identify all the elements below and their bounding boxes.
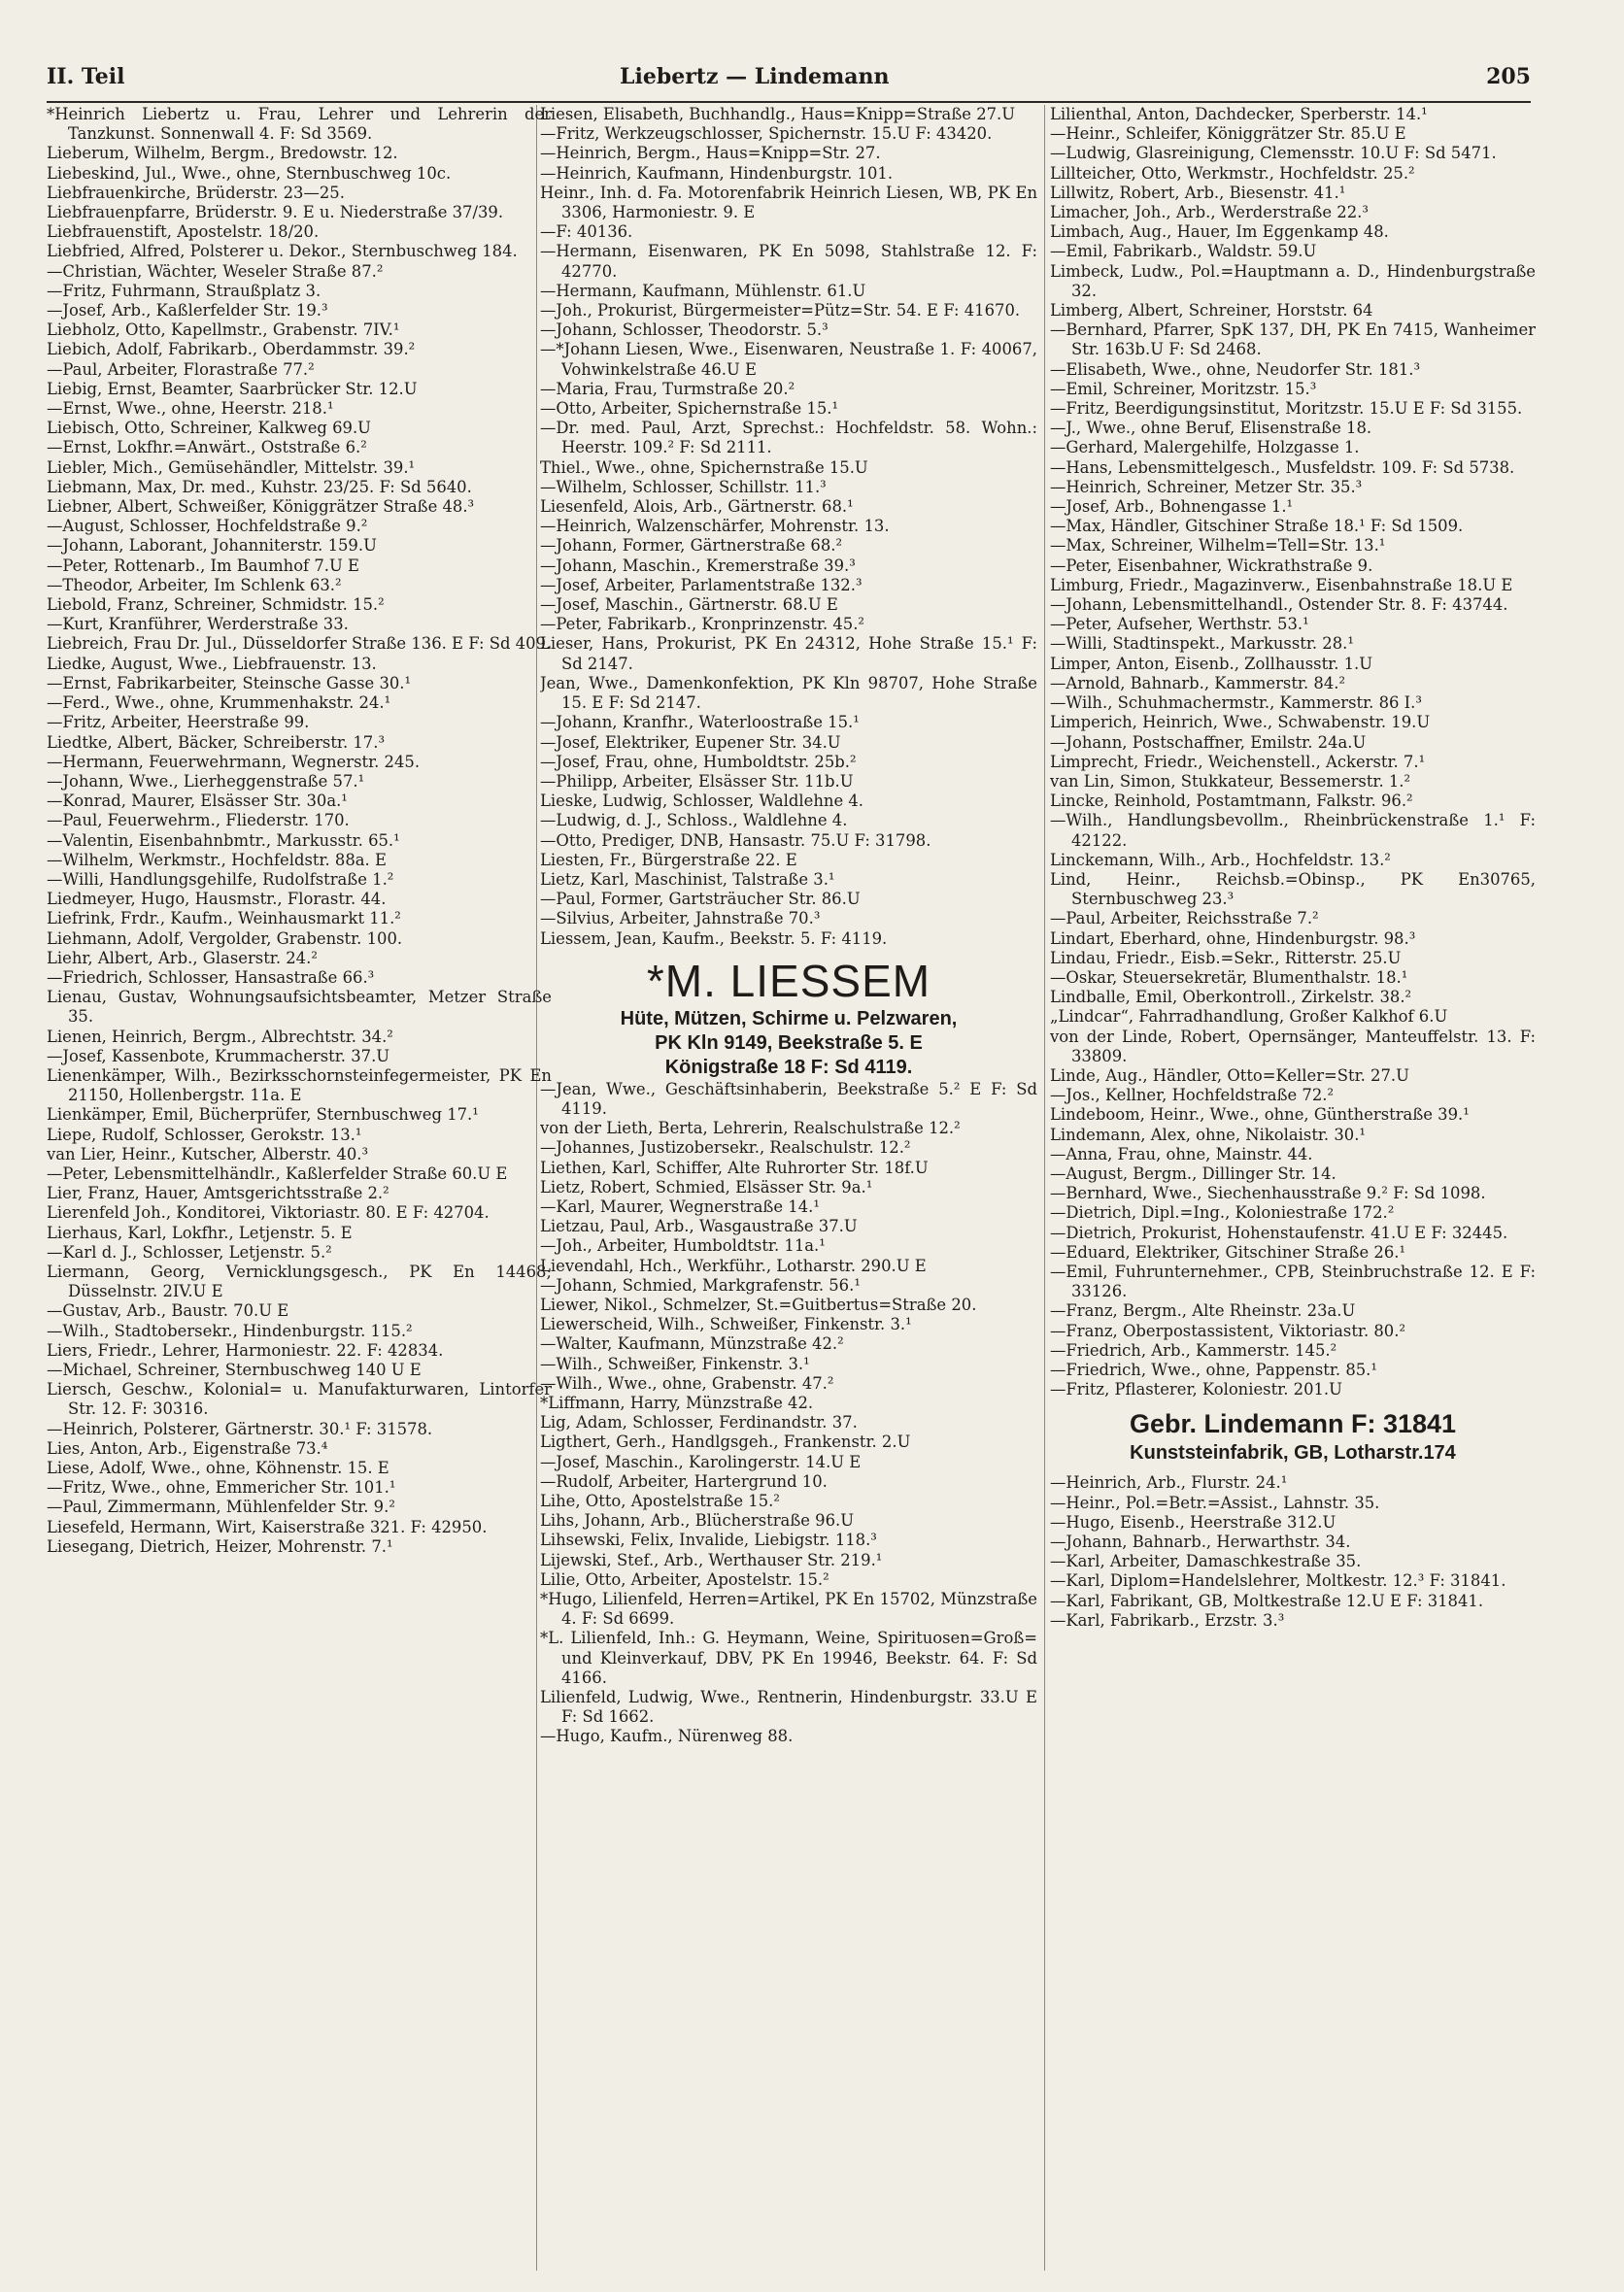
directory-entry: von der Linde, Robert, Opernsänger, Manteuffelstr. 13. F: 33809. (1050, 1027, 1536, 1065)
directory-entry: Liebreich, Frau Dr. Jul., Düsseldorfer Straße 136. E F: Sd 409. (47, 634, 552, 654)
header-rule (47, 101, 1531, 103)
directory-entry: —Bernhard, Wwe., Siechenhausstraße 9.² F: Sd 1098. (1050, 1184, 1486, 1203)
directory-entry: —Johann, Kranfhr., Waterloostraße 15.¹ (540, 713, 860, 732)
directory-entry: —Hermann, Kaufmann, Mühlenstr. 61.U (540, 281, 866, 300)
directory-entry: —Josef, Kassenbote, Krummacherstr. 37.U (47, 1046, 390, 1065)
directory-entry: —Gerhard, Malergehilfe, Holzgasse 1. (1050, 438, 1360, 457)
directory-entry: —Heinr., Schleifer, Königgrätzer Str. 85.U E (1050, 124, 1406, 144)
directory-entry: Lilie, Otto, Arbeiter, Apostelstr. 15.² (540, 1569, 829, 1589)
directory-entry: Lillwitz, Robert, Arb., Biesenstr. 41.¹ (1050, 183, 1346, 202)
directory-entry: —Franz, Oberpostassistent, Viktoriastr. 80.² (1050, 1321, 1406, 1340)
directory-entry: Lievendahl, Hch., Werkführ., Lotharstr. 290.U E (540, 1256, 927, 1275)
directory-entry: Liefrink, Frdr., Kaufm., Weinhausmarkt 11.² (47, 909, 401, 928)
directory-entry: —Ludwig, Glasreinigung, Clemensstr. 10.U F: Sd 5471. (1050, 144, 1497, 163)
directory-entry: Lihsewski, Felix, Invalide, Liebigstr. 118.³ (540, 1531, 877, 1550)
directory-entry: Lihe, Otto, Apostelstraße 15.² (540, 1492, 780, 1510)
directory-entry: —Hugo, Eisenb., Heerstraße 312.U (1050, 1512, 1336, 1532)
directory-entry: —Heinrich, Walzenschärfer, Mohrenstr. 13. (540, 517, 890, 536)
directory-entry: Lijewski, Stef., Arb., Werthauser Str. 219.¹ (540, 1550, 883, 1569)
directory-entry: Lierenfeld Joh., Konditorei, Viktoriastr. 80. E F: 42704. (47, 1203, 490, 1223)
directory-entry: Liesen, Elisabeth, Buchhandlg., Haus=Knipp=Straße 27.U (540, 105, 1016, 123)
directory-entry: —Philipp, Arbeiter, Elsässer Str. 11b.U (540, 771, 854, 791)
directory-entry: —Gustav, Arb., Baustr. 70.U E (47, 1301, 289, 1321)
directory-entry: Liesefeld, Hermann, Wirt, Kaiserstraße 321. F: 42950. (47, 1517, 488, 1536)
directory-entry: —Emil, Fabrikarb., Waldstr. 59.U (1050, 242, 1317, 261)
directory-entry: Liebig, Ernst, Beamter, Saarbrücker Str. 12.U (47, 379, 418, 398)
ad-liessem-line3: Königstraße 18 F: Sd 4119. (664, 1056, 913, 1078)
directory-entry: —Hans, Lebensmittelgesch., Musfeldstr. 109. F: Sd 5738. (1050, 457, 1515, 477)
directory-entry: Liermann, Georg, Vernicklungsgesch., PK En 14468; Düsselnstr. 2IV.U E (47, 1262, 552, 1301)
directory-entry: —Ferd., Wwe., ohne, Krummenhakstr. 24.¹ (47, 693, 391, 713)
directory-entry: —Hermann, Eisenwaren, PK En 5098, Stahlstraße 12. F: 42770. (540, 242, 1037, 281)
directory-entry: —Heinrich, Arb., Flurstr. 24.¹ (1050, 1473, 1288, 1493)
column-2-entries (540, 105, 1037, 949)
directory-entry: Liehmann, Adolf, Vergolder, Grabenstr. 100. (47, 928, 403, 948)
directory-entry: —Karl, Diplom=Handelslehrer, Moltkestr. 12.³ F: 31841. (1050, 1571, 1506, 1591)
directory-entry: *Liffmann, Harry, Münzstraße 42. (540, 1393, 814, 1412)
directory-entry: Lind, Heinr., Reichsb.=Obinsp., PK En30765, Sternbuschweg 23.³ (1050, 869, 1536, 909)
directory-entry: Ligthert, Gerh., Handlgsgeh., Frankenstr. 2.U (540, 1432, 911, 1452)
ad-liessem-name: *M. LIESSEM (646, 955, 931, 1006)
directory-entry: Liebler, Mich., Gemüsehändler, Mittelstr. 39.¹ (47, 457, 416, 477)
directory-entry: —Heinrich, Kaufmann, Hindenburgstr. 101. (540, 163, 894, 183)
directory-entry: —Josef, Maschin., Gärtnerstr. 68.U E (540, 595, 838, 615)
directory-entry: —Josef, Arb., Kaßlerfelder Str. 19.³ (47, 301, 328, 320)
directory-entry: —Johannes, Justizobersekr., Realschulstr. 12.² (540, 1138, 911, 1158)
directory-entry: Lilienfeld, Ludwig, Wwe., Rentnerin, Hindenburgstr. 33.U E F: Sd 1662. (540, 1688, 1037, 1727)
directory-entry: —Wilhelm, Schlosser, Schillstr. 11.³ (540, 477, 827, 496)
directory-entry: Liebold, Franz, Schreiner, Schmidstr. 15.² (47, 595, 385, 615)
ad-liessem-line2: PK Kln 9149, Beekstraße 5. E (655, 1031, 923, 1054)
directory-entry: —Friedrich, Arb., Kammerstr. 145.² (1050, 1340, 1337, 1360)
advertisement-lindemann (1050, 1407, 1536, 1466)
directory-entry: —*Johann Liesen, Wwe., Eisenwaren, Neustraße 1. F: 40067, Vohwinkelstraße 46.U E (540, 340, 1037, 379)
directory-entry: —Franz, Bergm., Alte Rheinstr. 23a.U (1050, 1301, 1356, 1321)
directory-entry: —Heinrich, Schreiner, Metzer Str. 35.³ (1050, 477, 1363, 496)
directory-entry: —Josef, Frau, ohne, Humboldtstr. 25b.² (540, 752, 857, 771)
directory-entry: —Peter, Rottenarb., Im Baumhof 7.U E (47, 556, 359, 575)
directory-entry: —August, Schlosser, Hochfeldstraße 9.² (47, 517, 368, 536)
column-divider (1044, 105, 1045, 2271)
directory-entry: Liesegang, Dietrich, Heizer, Mohrenstr. 7.¹ (47, 1536, 393, 1556)
directory-entry: Limprecht, Friedr., Weichenstell., Ackerstr. 7.¹ (1050, 752, 1426, 771)
directory-entry: Limberg, Albert, Schreiner, Horststr. 64 (1050, 301, 1373, 320)
directory-entry: —Josef, Maschin., Karolingerstr. 14.U E (540, 1452, 862, 1471)
directory-entry: Liewer, Nikol., Schmelzer, St.=Guitbertus=Straße 20. (540, 1295, 977, 1314)
column-3-entries (1050, 105, 1536, 1399)
directory-entry: —Arnold, Bahnarb., Kammerstr. 84.² (1050, 673, 1346, 692)
directory-entry: Lilienthal, Anton, Dachdecker, Sperberstr. 14.¹ (1050, 105, 1428, 123)
directory-entry: —Wilh., Schweißer, Finkenstr. 3.¹ (540, 1354, 810, 1373)
column-3 (1050, 105, 1536, 2280)
directory-entry: —Peter, Lebensmittelhändlr., Kaßlerfelder Straße 60.U E (47, 1163, 508, 1183)
directory-entry: —Paul, Former, Gartsträucher Str. 86.U (540, 890, 861, 909)
directory-entry: —Christian, Wächter, Weseler Straße 87.² (47, 261, 384, 281)
directory-entry: —Paul, Arbeiter, Reichsstraße 7.² (1050, 909, 1319, 928)
directory-entry: —Wilh., Wwe., ohne, Grabenstr. 47.² (540, 1373, 834, 1393)
directory-entry: van Lin, Simon, Stukkateur, Bessemerstr. 1.² (1050, 771, 1411, 791)
directory-entry: —Max, Schreiner, Wilhelm=Tell=Str. 13.¹ (1050, 536, 1386, 556)
directory-entry: —Oskar, Steuersekretär, Blumenthalstr. 18.¹ (1050, 967, 1408, 987)
directory-entry: Lindeboom, Heinr., Wwe., ohne, Güntherstraße 39.¹ (1050, 1105, 1470, 1125)
directory-entry: Liebich, Adolf, Fabrikarb., Oberdammstr. 39.² (47, 340, 416, 359)
directory-entry: —Joh., Arbeiter, Humboldtstr. 11a.¹ (540, 1236, 826, 1256)
directory-entry: Liebmann, Max, Dr. med., Kuhstr. 23/25. F: Sd 5640. (47, 477, 472, 496)
directory-entry: Limburg, Friedr., Magazinverw., Eisenbahnstraße 18.U E (1050, 575, 1513, 594)
directory-entry: —Karl, Fabrikarb., Erzstr. 3.³ (1050, 1610, 1285, 1630)
directory-entry: Liebfrauenkirche, Brüderstr. 23—25. (47, 183, 345, 202)
directory-entry: —Heinrich, Bergm., Haus=Knipp=Str. 27. (540, 144, 881, 163)
directory-entry: —Maria, Frau, Turmstraße 20.² (540, 379, 795, 398)
directory-entry: —Willi, Stadtinspekt., Markusstr. 28.¹ (1050, 634, 1354, 654)
directory-entry: —Walter, Kaufmann, Münzstraße 42.² (540, 1334, 844, 1354)
directory-entry: —Peter, Aufseher, Werthstr. 53.¹ (1050, 615, 1309, 634)
directory-entry: —Ernst, Wwe., ohne, Heerstr. 218.¹ (47, 399, 334, 419)
directory-entry: Liebfrauenpfarre, Brüderstr. 9. E u. Niederstraße 37/39. (47, 203, 504, 222)
directory-entry: Linckemann, Wilh., Arb., Hochfeldstr. 13.² (1050, 850, 1391, 869)
directory-entry: Lig, Adam, Schlosser, Ferdinandstr. 37. (540, 1413, 858, 1432)
directory-entry: Lincke, Reinhold, Postamtmann, Falkstr. 96.² (1050, 792, 1413, 811)
directory-entry: Lindart, Eberhard, ohne, Hindenburgstr. 98.³ (1050, 928, 1416, 948)
directory-entry: —Ernst, Fabrikarbeiter, Steinsche Gasse 30.¹ (47, 673, 412, 692)
directory-entry: Lindemann, Alex, ohne, Nikolaistr. 30.¹ (1050, 1125, 1366, 1144)
column-3-entries-after (1050, 1473, 1536, 1631)
directory-entry: *Heinrich Liebertz u. Frau, Lehrer und Lehrerin der Tanzkunst. Sonnenwall 4. F: Sd 3569. (47, 105, 552, 144)
ad-liessem-line1: Hüte, Mützen, Schirme u. Pelzwaren, (620, 1007, 958, 1029)
directory-entry: —Willi, Handlungsgehilfe, Rudolfstraße 1.² (47, 869, 394, 889)
directory-entry: —Paul, Zimmermann, Mühlenfelder Str. 9.² (47, 1498, 395, 1517)
column-1 (47, 105, 552, 2280)
page-header (47, 64, 1531, 99)
directory-entry: —Joh., Prokurist, Bürgermeister=Pütz=Str. 54. E F: 41670. (540, 301, 1021, 320)
directory-entry: Lindballe, Emil, Oberkontroll., Zirkelstr. 38.² (1050, 988, 1412, 1007)
directory-entry: —Fritz, Fuhrmann, Straußplatz 3. (47, 281, 321, 300)
directory-entry: —Emil, Schreiner, Moritzstr. 15.³ (1050, 379, 1317, 398)
directory-entry: —Bernhard, Pfarrer, SpK 137, DH, PK En 7415, Wanheimer Str. 163b.U F: Sd 2468. (1050, 320, 1536, 359)
directory-entry: Limbach, Aug., Hauer, Im Eggenkamp 48. (1050, 222, 1389, 242)
directory-entry: Lietzau, Paul, Arb., Wasgaustraße 37.U (540, 1217, 858, 1236)
directory-entry: Lierhaus, Karl, Lokfhr., Letjenstr. 5. E (47, 1223, 353, 1242)
directory-entry: Limbeck, Ludw., Pol.=Hauptmann a. D., Hindenburgstraße 32. (1050, 261, 1536, 300)
directory-entry: —Johann, Schmied, Markgrafenstr. 56.¹ (540, 1275, 861, 1295)
directory-entry: —Wilhelm, Werkmstr., Hochfeldstr. 88a. E (47, 850, 387, 869)
directory-entry: —August, Bergm., Dillinger Str. 14. (1050, 1163, 1336, 1183)
directory-entry: —Rudolf, Arbeiter, Hartergrund 10. (540, 1471, 828, 1491)
directory-entry: Liebfried, Alfred, Polsterer u. Dekor., Sternbuschweg 184. (47, 242, 518, 261)
directory-entry: —Peter, Eisenbahner, Wickrathstraße 9. (1050, 556, 1373, 575)
directory-entry: —Peter, Fabrikarb., Kronprinzenstr. 45.² (540, 615, 864, 634)
directory-entry: —Wilh., Handlungsbevollm., Rheinbrückenstraße 1.¹ F: 42122. (1050, 811, 1536, 850)
directory-entry: —Karl, Fabrikant, GB, Moltkestraße 12.U E F: 31841. (1050, 1591, 1484, 1610)
directory-entry: —Eduard, Elektriker, Gitschiner Straße 26.¹ (1050, 1242, 1406, 1262)
directory-entry: —Johann, Lebensmittelhandl., Ostender Str. 8. F: 43744. (1050, 595, 1508, 615)
directory-entry: Liessem, Jean, Kaufm., Beekstr. 5. F: 4119. (540, 928, 888, 948)
directory-entry: —Johann, Former, Gärtnerstraße 68.² (540, 536, 843, 556)
directory-entry: —Dietrich, Prokurist, Hohenstaufenstr. 41.U E F: 32445. (1050, 1223, 1508, 1242)
directory-entry: —Jos., Kellner, Hochfeldstraße 72.² (1050, 1086, 1335, 1105)
directory-entry: Lillteicher, Otto, Werkmstr., Hochfeldstr. 25.² (1050, 163, 1415, 183)
directory-entry: Liebisch, Otto, Schreiner, Kalkweg 69.U (47, 419, 371, 438)
directory-entry: Liesenfeld, Alois, Arb., Gärtnerstr. 68.¹ (540, 497, 854, 517)
directory-entry: —Fritz, Pflasterer, Koloniestr. 201.U (1050, 1380, 1342, 1399)
directory-entry: von der Lieth, Berta, Lehrerin, Realschulstraße 12.² (540, 1119, 961, 1138)
directory-entry: Liesten, Fr., Bürgerstraße 22. E (540, 850, 797, 869)
directory-entry: Lienen, Heinrich, Bergm., Albrechtstr. 34.² (47, 1027, 393, 1046)
directory-entry: —J., Wwe., ohne Beruf, Elisenstraße 18. (1050, 419, 1372, 438)
directory-entry: —Otto, Prediger, DNB, Hansastr. 75.U F: 31798. (540, 830, 931, 850)
directory-entry: Liethen, Karl, Schiffer, Alte Ruhrorter Str. 18f.U (540, 1158, 929, 1177)
ad-lindemann-name: Gebr. Lindemann F: 31841 (1129, 1409, 1457, 1439)
directory-entry: Lienkämper, Emil, Bücherprüfer, Sternbuschweg 17.¹ (47, 1105, 479, 1125)
directory-entry: Liewerscheid, Wilh., Schweißer, Finkenstr. 3.¹ (540, 1315, 912, 1334)
directory-entry: Liers, Friedr., Lehrer, Harmoniestr. 22. F: 42834. (47, 1340, 444, 1360)
directory-entry: *L. Lilienfeld, Inh.: G. Heymann, Weine, Spirituosen=Groß= und Kleinverkauf, DBV, PK En 19946, Beekstr. 64. F: Sd 4166. (540, 1629, 1037, 1687)
directory-entry: Lieberum, Wilhelm, Bergm., Bredowstr. 12. (47, 144, 398, 163)
directory-entry: —Wilh., Stadtobersekr., Hindenburgstr. 115.² (47, 1321, 413, 1340)
directory-entry: —Johann, Wwe., Lierheggenstraße 57.¹ (47, 771, 365, 791)
directory-entry: —Josef, Arbeiter, Parlamentstraße 132.³ (540, 575, 863, 594)
directory-entry: Limacher, Joh., Arb., Werderstraße 22.³ (1050, 203, 1369, 222)
directory-entry: Liese, Adolf, Wwe., ohne, Köhnenstr. 15. E (47, 1459, 389, 1478)
directory-entry: —Ludwig, d. J., Schloss., Waldlehne 4. (540, 811, 848, 830)
directory-entry: Liedmeyer, Hugo, Hausmstr., Florastr. 44. (47, 890, 387, 909)
directory-entry: —Wilh., Schuhmachermstr., Kammerstr. 86 I.³ (1050, 693, 1422, 713)
directory-entry: —Karl, Arbeiter, Damaschkestraße 35. (1050, 1552, 1362, 1571)
directory-entry: —Heinrich, Polsterer, Gärtnerstr. 30.¹ F: 31578. (47, 1419, 433, 1438)
directory-entry: Lindau, Friedr., Eisb.=Sekr., Ritterstr. 25.U (1050, 948, 1402, 967)
directory-entry: Liehr, Albert, Arb., Glaserstr. 24.² (47, 948, 318, 967)
directory-entry: —F: 40136. (540, 222, 633, 242)
directory-entry: —Jean, Wwe., Geschäftsinhaberin, Beekstraße 5.² E F: Sd 4119. (540, 1079, 1037, 1118)
directory-entry: —Emil, Fuhrunternehmer., CPB, Steinbruchstraße 12. E F: 33126. (1050, 1262, 1536, 1301)
directory-entry: Lieske, Ludwig, Schlosser, Waldlehne 4. (540, 792, 863, 811)
directory-entry: —Johann, Maschin., Kremerstraße 39.³ (540, 556, 856, 575)
directory-entry: —Friedrich, Wwe., ohne, Pappenstr. 85.¹ (1050, 1361, 1377, 1379)
directory-entry: van Lier, Heinr., Kutscher, Alberstr. 40.³ (47, 1144, 369, 1163)
ad-lindemann-line1: Kunststeinfabrik, GB, Lotharstr.174 (1130, 1442, 1456, 1465)
directory-entry: Liedtke, Albert, Bäcker, Schreiberstr. 17.³ (47, 732, 386, 752)
directory-entry: —Dr. med. Paul, Arzt, Sprechst.: Hochfeldstr. 58. Wohn.: Heerstr. 109.² F: Sd 2111. (540, 419, 1037, 457)
directory-entry: —Silvius, Arbeiter, Jahnstraße 70.³ (540, 909, 821, 928)
directory-entry: Lihs, Johann, Arb., Blücherstraße 96.U (540, 1511, 855, 1531)
directory-entry: Heinr., Inh. d. Fa. Motorenfabrik Heinrich Liesen, WB, PK En 3306, Harmoniestr. 9. E (540, 183, 1037, 222)
advertisement-liessem (540, 955, 1037, 1080)
directory-entry: „Lindcar“, Fahrradhandlung, Großer Kalkhof 6.U (1050, 1007, 1448, 1027)
directory-entry: —Ernst, Lokfhr.=Anwärt., Oststraße 6.² (47, 438, 367, 457)
directory-entry: Lies, Anton, Arb., Eigenstraße 73.⁴ (47, 1438, 328, 1458)
directory-entry: Lienau, Gustav, Wohnungsaufsichtsbeamter, Metzer Straße 35. (47, 988, 552, 1027)
directory-entry: Thiel., Wwe., ohne, Spichernstraße 15.U (540, 457, 868, 477)
directory-entry: —Hermann, Feuerwehrmann, Wegnerstr. 245. (47, 752, 421, 771)
directory-entry: —Kurt, Kranführer, Werderstraße 33. (47, 615, 349, 634)
directory-entry: —Johann, Bahnarb., Herwarthstr. 34. (1050, 1533, 1351, 1552)
directory-entry: *Hugo, Lilienfeld, Herren=Artikel, PK En 15702, Münzstraße 4. F: Sd 6699. (540, 1590, 1037, 1629)
directory-entry: Liebeskind, Jul., Wwe., ohne, Sternbuschweg 10c. (47, 163, 452, 183)
directory-entry: —Paul, Feuerwehrm., Fliederstr. 170. (47, 811, 350, 830)
directory-entry: —Fritz, Werkzeugschlosser, Spichernstr. 15.U F: 43420. (540, 124, 993, 144)
directory-entry: —Johann, Laborant, Johanniterstr. 159.U (47, 536, 377, 556)
directory-entry: Lier, Franz, Hauer, Amtsgerichtsstraße 2.² (47, 1184, 389, 1203)
directory-entry: —Elisabeth, Wwe., ohne, Neudorfer Str. 181.³ (1050, 359, 1421, 379)
directory-entry: Jean, Wwe., Damenkonfektion, PK Kln 98707, Hohe Straße 15. E F: Sd 2147. (540, 673, 1037, 713)
directory-entry: —Johann, Schlosser, Theodorstr. 5.³ (540, 320, 829, 340)
directory-entry: Lietz, Karl, Maschinist, Talstraße 3.¹ (540, 869, 835, 889)
directory-entry: —Josef, Arb., Bohnengasse 1.¹ (1050, 497, 1294, 517)
directory-entry: —Friedrich, Schlosser, Hansastraße 66.³ (47, 967, 375, 987)
directory-entry: Limperich, Heinrich, Wwe., Schwabenstr. 19.U (1050, 713, 1431, 732)
running-title: Liebertz — Lindemann (620, 64, 890, 89)
directory-entry: —Karl d. J., Schlosser, Letjenstr. 5.² (47, 1242, 332, 1262)
directory-entry: Liebner, Albert, Schweißer, Königgrätzer Straße 48.³ (47, 497, 475, 517)
directory-entry: Liebholz, Otto, Kapellmstr., Grabenstr. 7IV.¹ (47, 320, 400, 340)
column-2-entries-after (540, 1080, 1037, 1747)
directory-entry: —Konrad, Maurer, Elsässer Str. 30a.¹ (47, 792, 348, 811)
directory-entry: —Paul, Arbeiter, Florastraße 77.² (47, 359, 315, 379)
directory-entry: —Josef, Elektriker, Eupener Str. 34.U (540, 732, 841, 752)
directory-entry: Lieser, Hans, Prokurist, PK En 24312, Hohe Straße 15.¹ F: Sd 2147. (540, 634, 1037, 673)
directory-entry: —Fritz, Beerdigungsinstitut, Moritzstr. 15.U E F: Sd 3155. (1050, 399, 1523, 419)
directory-entry: Limper, Anton, Eisenb., Zollhausstr. 1.U (1050, 654, 1373, 673)
directory-entry: Lienenkämper, Wilh., Bezirksschornsteinfegermeister, PK En 21150, Hollenbergstr. 11a. E (47, 1065, 552, 1105)
part-label: II. Teil (47, 64, 125, 89)
directory-entry: Liepe, Rudolf, Schlosser, Gerokstr. 13.¹ (47, 1125, 362, 1144)
directory-entry: —Theodor, Arbeiter, Im Schlenk 63.² (47, 575, 342, 594)
directory-entry: —Max, Händler, Gitschiner Straße 18.¹ F: Sd 1509. (1050, 517, 1464, 536)
directory-entry: Lietz, Robert, Schmied, Elsässer Str. 9a.¹ (540, 1177, 873, 1197)
directory-entry: —Dietrich, Dipl.=Ing., Koloniestraße 172.² (1050, 1203, 1395, 1223)
directory-entry: —Valentin, Eisenbahnbmtr., Markusstr. 65.¹ (47, 830, 400, 850)
directory-entry: Linde, Aug., Händler, Otto=Keller=Str. 27.U (1050, 1065, 1409, 1085)
directory-entry: Liersch, Geschw., Kolonial= u. Manufakturwaren, Lintorfer Str. 12. F: 30316. (47, 1380, 552, 1419)
directory-entry: —Johann, Postschaffner, Emilstr. 24a.U (1050, 732, 1367, 752)
directory-entry: —Hugo, Kaufm., Nürenweg 88. (540, 1727, 794, 1746)
page-number: 205 (1486, 64, 1531, 89)
directory-entry: —Anna, Frau, ohne, Mainstr. 44. (1050, 1144, 1313, 1163)
directory-entry: —Karl, Maurer, Wegnerstraße 14.¹ (540, 1197, 820, 1216)
directory-entry: —Michael, Schreiner, Sternbuschweg 140 U E (47, 1361, 422, 1379)
directory-entry: —Fritz, Wwe., ohne, Emmericher Str. 101.¹ (47, 1478, 396, 1498)
directory-entry: Liebfrauenstift, Apostelstr. 18/20. (47, 222, 320, 242)
directory-entry: —Otto, Arbeiter, Spichernstraße 15.¹ (540, 399, 839, 419)
directory-entry: Liedke, August, Wwe., Liebfrauenstr. 13. (47, 654, 377, 673)
directory-entry: —Heinr., Pol.=Betr.=Assist., Lahnstr. 35. (1050, 1493, 1380, 1512)
column-2 (540, 105, 1037, 2280)
directory-entry: —Fritz, Arbeiter, Heerstraße 99. (47, 713, 310, 732)
